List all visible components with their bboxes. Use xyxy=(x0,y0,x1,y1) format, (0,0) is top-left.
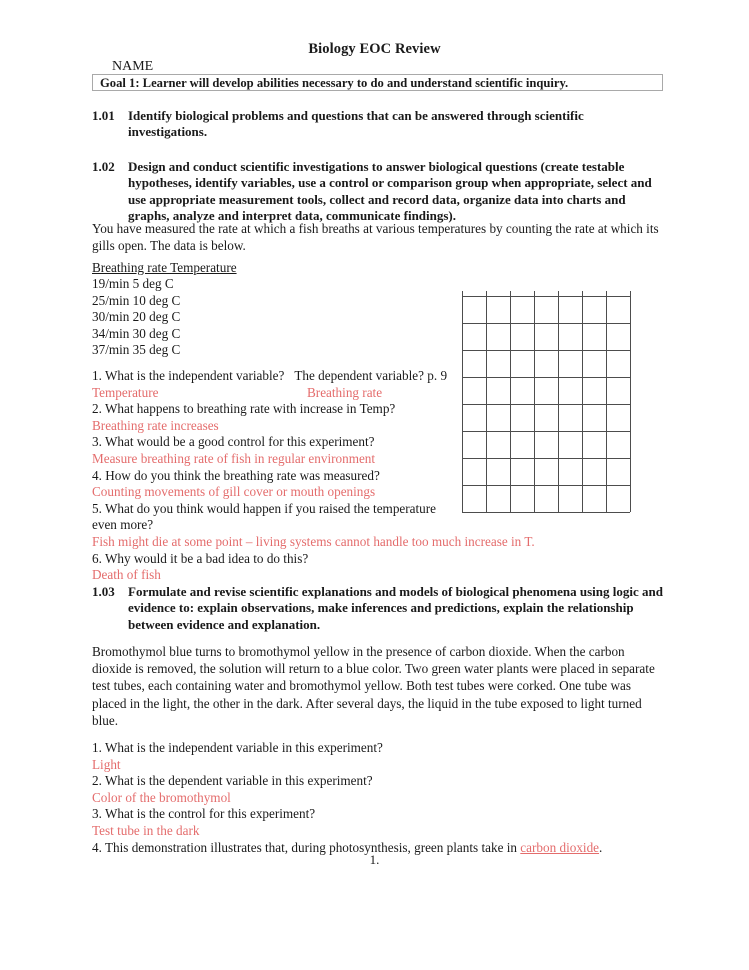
grid-horizontal-line xyxy=(462,350,630,351)
fish-question-2: 2. What happens to breathing rate with increase in Temp? xyxy=(92,401,396,417)
grid-vertical-line xyxy=(462,291,463,512)
fish-data-row: 37/min 35 deg C xyxy=(92,342,181,358)
fish-question-3: 3. What would be a good control for this experiment? xyxy=(92,434,375,450)
objective-1-01-text: Identify biological problems and questions that can be answered through scientific investigations. xyxy=(128,108,584,140)
grid-vertical-line xyxy=(582,291,583,512)
objective-1-01 xyxy=(92,108,612,141)
fish-question-answer-block xyxy=(92,368,535,584)
fish-question-1-part-2: The dependent variable? p. 9 xyxy=(294,368,448,383)
fish-question-1 xyxy=(92,368,457,385)
grid-vertical-line xyxy=(534,291,535,512)
fish-answer-3: Measure breathing rate of fish in regular environment xyxy=(92,450,376,466)
fish-question-1-part-1: 1. What is the independent variable? xyxy=(92,368,285,383)
bromothymol-answer-4-link[interactable]: carbon dioxide xyxy=(520,839,600,855)
bromothymol-question-answer-block xyxy=(92,740,652,856)
grid-horizontal-line xyxy=(462,296,630,297)
fish-answer-5: Fish might die at some point – living systems cannot handle too much increase in T. xyxy=(92,533,535,549)
grid-vertical-line xyxy=(630,291,631,512)
page-title: Biology EOC Review xyxy=(308,41,441,57)
fish-experiment-intro: You have measured the rate at which a fish breaths at various temperatures by counting the rate at which its gills open. The data is below. xyxy=(92,221,659,254)
fish-question-5: 5. What do you think would happen if you raised the temperature even more? xyxy=(92,500,437,533)
objective-1-03-text: Formulate and revise scientific explanations and models of biological phenomena using logic and evidence to: explain observations, make inferences and predictions, explain the relationship between evidence and explanation. xyxy=(128,584,663,632)
goal-box xyxy=(92,74,663,91)
fish-question-4: 4. How do you think the breathing rate was measured? xyxy=(92,467,380,483)
objective-1-01-number: 1.01 xyxy=(92,108,115,123)
grid-horizontal-line xyxy=(462,458,630,459)
blank-graph-grid[interactable] xyxy=(462,296,630,512)
bromothymol-paragraph: Bromothymol blue turns to bromothymol yellow in the presence of carbon dioxide. When the carbon dioxide is removed, the solution will return to a blue color. Two green water plants were placed in separate test tubes, each containing water and bromothymol yellow. Both test tubes were corked. One tube was placed in the light, the other in the dark. After several days, the liquid in the tube exposed to light turned blue. xyxy=(92,644,655,728)
objective-1-02 xyxy=(92,159,664,225)
fish-answer-1-right: Breathing rate xyxy=(307,384,383,400)
fish-answer-4: Counting movements of gill cover or mouth openings xyxy=(92,484,376,500)
fish-data-row: 19/min 5 deg C xyxy=(92,276,174,292)
fish-answer-1 xyxy=(92,385,457,402)
goal-text: Goal 1: Learner will develop abilities necessary to do and understand scientific inquiry. xyxy=(100,76,569,90)
grid-vertical-line xyxy=(510,291,511,512)
grid-vertical-line xyxy=(486,291,487,512)
objective-1-03-number: 1.03 xyxy=(92,584,115,599)
grid-horizontal-line xyxy=(462,404,630,405)
grid-horizontal-line xyxy=(462,323,630,324)
bromothymol-question-4-suffix: . xyxy=(599,839,603,855)
grid-horizontal-line xyxy=(462,377,630,378)
fish-answer-1-left: Temperature xyxy=(92,384,159,400)
fish-data-row: 25/min 10 deg C xyxy=(92,292,181,308)
grid-horizontal-line xyxy=(462,512,630,513)
grid-vertical-line xyxy=(558,291,559,512)
fish-data-header: Breathing rate Temperature xyxy=(92,260,237,275)
bromothymol-answer-1: Light xyxy=(92,756,121,772)
name-write-in-line[interactable] xyxy=(155,60,647,75)
page-number: 1. xyxy=(369,852,380,867)
fish-data-row: 34/min 30 deg C xyxy=(92,325,181,341)
fish-data-row: 30/min 20 deg C xyxy=(92,309,181,325)
bromothymol-question-4-prefix: 4. This demonstration illustrates that, during photosynthesis, green plants take in xyxy=(92,839,521,855)
fish-data-list xyxy=(92,260,237,358)
bromothymol-question-3: 3. What is the control for this experiment? xyxy=(92,806,316,822)
bromothymol-answer-3: Test tube in the dark xyxy=(92,822,200,838)
grid-vertical-line xyxy=(606,291,607,512)
bromothymol-answer-2: Color of the bromothymol xyxy=(92,789,231,805)
grid-horizontal-line xyxy=(462,431,630,432)
name-label: NAME xyxy=(112,59,154,74)
fish-answer-2: Breathing rate increases xyxy=(92,417,219,433)
fish-question-6: 6. Why would it be a bad idea to do this? xyxy=(92,550,309,566)
name-field-row xyxy=(112,57,662,74)
bromothymol-question-2: 2. What is the dependent variable in this experiment? xyxy=(92,773,373,789)
objective-1-02-number: 1.02 xyxy=(92,159,115,174)
objective-1-02-text: Design and conduct scientific investigations to answer biological questions (create testable hypotheses, identify variables, use a control or comparison group when appropriate, select and use appropriate measurement tools, collect and record data, organize data into charts and graphs, analyze and interpret data, communicate findings). xyxy=(128,159,652,224)
objective-1-03 xyxy=(92,584,664,633)
fish-answer-6: Death of fish xyxy=(92,567,161,583)
bromothymol-question-1: 1. What is the independent variable in this experiment? xyxy=(92,740,383,755)
grid-horizontal-line xyxy=(462,485,630,486)
